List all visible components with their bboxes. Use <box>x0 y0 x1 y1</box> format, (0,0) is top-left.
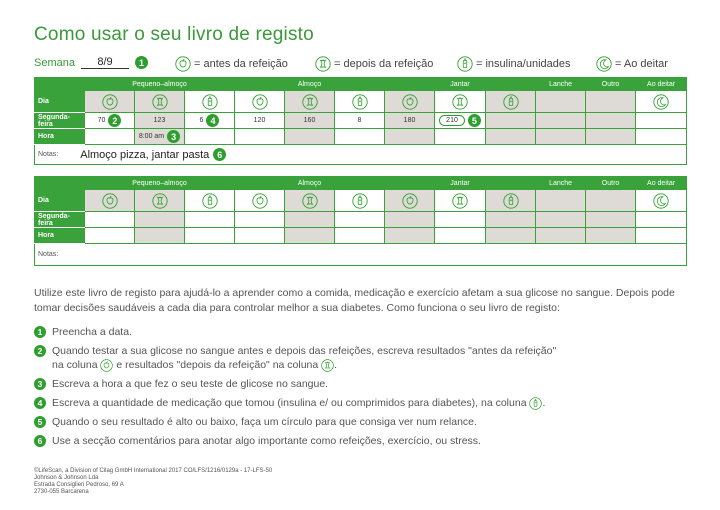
insulin-pen-icon <box>503 193 519 209</box>
apple-icon <box>402 94 418 110</box>
instruction-list <box>34 325 686 453</box>
footer-copyright: ©LifeScan, a Division of Cilag GmbH International 2017 CO/LFS/1216/0129a - 17-LFS-50 Johnson & Johnson Lda Estrada Consiglieri Pedroso, 69 A 2730-055 Barcarena <box>34 468 273 495</box>
log-table-blank <box>34 176 687 266</box>
header-other: Outro <box>586 177 636 190</box>
row-label-day: Dia <box>35 190 85 212</box>
cell-dinner-after[interactable] <box>435 113 486 129</box>
step-2: 2 Quando testar a sua glicose no sangue antes e depois das refeições, escreva resultados "antes da refeição" na coluna e resultados "depois da refeição" na coluna . <box>34 344 686 372</box>
legend-before-meal-text: = antes da refeição <box>194 58 288 70</box>
legend-after-meal <box>315 56 433 72</box>
badge-2: 2 <box>34 345 46 357</box>
header-row <box>35 78 687 91</box>
header-snack: Lanche <box>536 177 586 190</box>
moon-icon <box>653 193 669 209</box>
cell-snack[interactable] <box>536 113 586 129</box>
apple-core-icon <box>452 94 468 110</box>
insulin-pen-icon <box>352 193 368 209</box>
moon-icon <box>596 56 612 72</box>
insulin-pen-icon <box>202 193 218 209</box>
notes-text: Almoço pizza, jantar pasta <box>80 148 210 161</box>
legend-before-meal <box>175 56 288 72</box>
notes-row <box>35 145 687 165</box>
apple-icon <box>252 193 268 209</box>
week-label: Semana <box>34 56 75 69</box>
apple-core-icon <box>302 94 318 110</box>
header-breakfast: Pequeno–almoço <box>85 177 235 190</box>
notes-row <box>35 244 687 266</box>
cell-lunch-after[interactable]: 160 <box>285 113 335 129</box>
header-snack: Lanche <box>536 78 586 91</box>
cell-dinner-insulin[interactable] <box>486 113 536 129</box>
badge-4: 4 <box>34 397 46 409</box>
badge-5: 5 <box>34 416 46 428</box>
badge-6: 6 <box>34 435 46 447</box>
apple-core-icon <box>452 193 468 209</box>
header-breakfast: Pequeno–almoço <box>85 78 235 91</box>
header-lunch: Almoço <box>235 177 385 190</box>
legend-bedtime <box>596 56 668 72</box>
row-label-weekday: Segunda-feira <box>35 212 85 228</box>
legend <box>34 56 686 74</box>
apple-icon <box>252 94 268 110</box>
other-cell[interactable] <box>586 91 636 113</box>
badge-3: 3 <box>167 130 180 143</box>
legend-after-meal-text: = depois da refeição <box>334 58 434 70</box>
step-4: 4 Escreva a quantidade de medicação que tomou (insulina e/ ou comprimidos para diabetes), na coluna . <box>34 396 686 410</box>
cell-other[interactable] <box>586 113 636 129</box>
legend-insulin <box>457 56 571 72</box>
badge-4: 4 <box>206 114 219 127</box>
step-5: 5 Quando o seu resultado é alto ou baixo, faça um círculo para que consiga ver num relance. <box>34 415 686 429</box>
apple-icon <box>102 94 118 110</box>
cell-lunch-insulin[interactable]: 8 <box>335 113 385 129</box>
snack-cell[interactable] <box>536 91 586 113</box>
header-bedtime: Ao deitar <box>636 78 687 91</box>
badge-1: 1 <box>135 56 148 69</box>
page-title: Como usar o seu livro de registo <box>34 24 314 45</box>
snack-cell[interactable] <box>536 190 586 212</box>
time-breakfast-before[interactable] <box>85 129 135 145</box>
header-bedtime: Ao deitar <box>636 177 687 190</box>
header-dinner: Jantar <box>385 78 536 91</box>
notes-field[interactable] <box>35 145 687 165</box>
apple-core-icon <box>152 94 168 110</box>
row-label-time: Hora <box>35 228 85 244</box>
badge-1: 1 <box>34 326 46 338</box>
apple-core-icon <box>315 56 331 72</box>
notes-field[interactable] <box>35 244 687 266</box>
badge-3: 3 <box>34 378 46 390</box>
other-cell[interactable] <box>586 190 636 212</box>
log-table-example <box>34 77 687 165</box>
icon-row <box>35 190 687 212</box>
row-label-time: Hora <box>35 129 85 145</box>
badge-2: 2 <box>108 114 121 127</box>
insulin-pen-icon <box>202 94 218 110</box>
moon-icon <box>653 94 669 110</box>
notes-label: Notas: <box>38 251 59 258</box>
cell-breakfast-insulin[interactable]: 6 4 <box>185 113 235 129</box>
cell-breakfast-after[interactable]: 123 <box>135 113 185 129</box>
weekday-row <box>35 212 687 228</box>
insulin-pen-icon <box>529 397 542 410</box>
time-row <box>35 228 687 244</box>
time-breakfast-after[interactable]: 8:00 am 3 <box>135 129 185 145</box>
step-3: 3 Escreva a hora a que fez o seu teste de glicose no sangue. <box>34 377 686 391</box>
header-other: Outro <box>586 78 636 91</box>
weekday-row <box>35 113 687 129</box>
badge-6: 6 <box>213 148 226 161</box>
legend-insulin-text: = insulina/unidades <box>476 58 571 70</box>
header-row <box>35 177 687 190</box>
icon-row <box>35 91 687 113</box>
time-row <box>35 129 687 145</box>
cell-breakfast-before[interactable]: 70 2 <box>85 113 135 129</box>
insulin-pen-icon <box>352 94 368 110</box>
header-dinner: Jantar <box>385 177 536 190</box>
apple-icon <box>175 56 191 72</box>
apple-icon <box>100 359 113 372</box>
apple-icon <box>102 193 118 209</box>
notes-label: Notas: <box>38 151 59 158</box>
insulin-pen-icon <box>503 94 519 110</box>
step-1: 1 Preencha a data. <box>34 325 686 339</box>
cell-dinner-before[interactable]: 180 <box>385 113 435 129</box>
apple-icon <box>402 193 418 209</box>
week-field <box>34 56 148 69</box>
badge-5: 5 <box>468 114 481 127</box>
header-lunch: Almoço <box>235 78 385 91</box>
circled-value: 210 <box>439 115 465 126</box>
apple-core-icon <box>302 193 318 209</box>
intro-paragraph: Utilize este livro de registo para ajudá-lo a aprender como a comida, medicação e exercício afetam a sua glicose no sangue. Depois pode tomar decisões saudáveis a cada dia para controlar melhor a sua diabetes. Como funciona o seu livro de registo: <box>34 287 675 314</box>
week-value[interactable]: 8/9 <box>81 56 129 69</box>
step-6: 6 Use a secção comentários para anotar algo importante como refeições, exercício, ou stress. <box>34 434 686 448</box>
row-label-weekday: Segunda-feira <box>35 113 85 129</box>
cell-bedtime[interactable] <box>636 113 687 129</box>
row-label-day: Dia <box>35 91 85 113</box>
apple-core-icon <box>152 193 168 209</box>
legend-bedtime-text: = Ao deitar <box>615 58 668 70</box>
cell-lunch-before[interactable]: 120 <box>235 113 285 129</box>
apple-core-icon <box>321 359 334 372</box>
insulin-pen-icon <box>457 56 473 72</box>
